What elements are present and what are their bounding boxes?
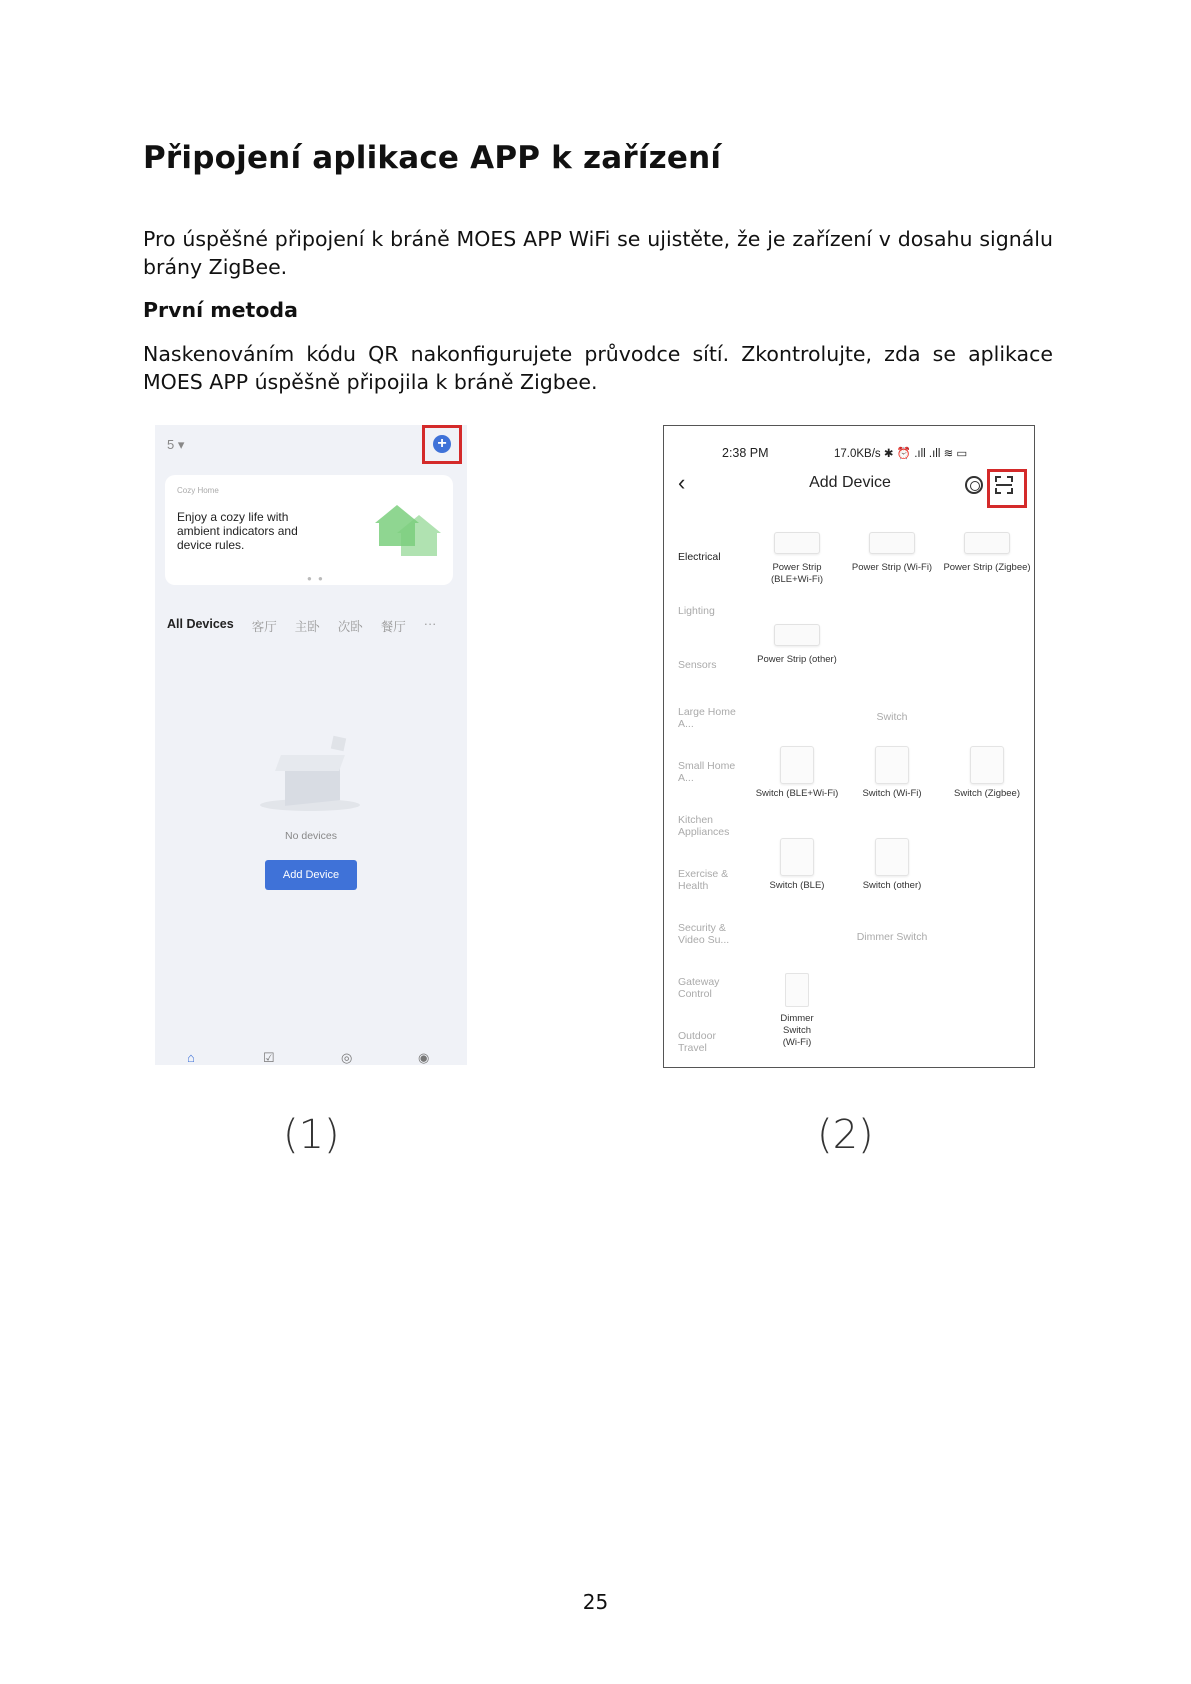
tab-all-devices[interactable]: All Devices	[167, 617, 234, 631]
device-label: Switch (other)	[862, 880, 922, 891]
category-kitchen[interactable]: Kitchen Appliances	[678, 814, 730, 838]
device-label: Power Strip (other)	[757, 654, 837, 665]
home-selector[interactable]: 5 ▾	[167, 437, 185, 452]
card-label: Cozy Home	[177, 486, 219, 495]
device-label: Switch (BLE+Wi-Fi)	[755, 788, 839, 799]
power-strip-icon	[869, 532, 915, 554]
tab-room[interactable]: 次卧	[337, 620, 363, 634]
more-tabs-icon[interactable]: ···	[423, 617, 437, 631]
profile-icon[interactable]: ◉	[418, 1050, 430, 1065]
power-strip-icon	[964, 532, 1010, 554]
back-icon[interactable]: ‹	[678, 470, 686, 495]
device-tile[interactable]	[752, 973, 842, 1049]
power-strip-icon	[774, 624, 820, 646]
switch-section-heading: Switch	[876, 711, 908, 723]
highlight-box	[422, 425, 462, 464]
card-text: Enjoy a cozy life with ambient indicators and device rules.	[177, 510, 298, 552]
device-label: Power Strip (Zigbee)	[943, 562, 1031, 573]
category-sensors[interactable]: Sensors	[678, 659, 717, 671]
status-icons: 17.0KB/s ✱ ⏰ .ıll .ıll ≋ ▭	[834, 448, 968, 460]
power-strip-icon	[774, 532, 820, 554]
bottom-nav	[155, 1050, 467, 1065]
device-label: Power Strip (BLE+Wi-Fi)	[771, 562, 823, 585]
page-number: 25	[582, 1590, 609, 1614]
device-tile[interactable]	[847, 838, 937, 892]
intro-paragraph: Pro úspěšné připojení k bráně MOES APP WiFi se ujistěte, že je zařízení v dosahu signálu brány ZigBee.	[143, 227, 1053, 279]
switch-icon	[780, 838, 814, 876]
device-label: Switch (BLE)	[769, 880, 825, 891]
smart-icon[interactable]: ◎	[341, 1050, 353, 1065]
switch-icon	[875, 838, 909, 876]
caption-2: (2)	[817, 1112, 874, 1158]
category-gateway[interactable]: Gateway Control	[678, 976, 720, 1000]
device-label: Dimmer Switch (Wi-Fi)	[780, 1013, 814, 1048]
device-label: Switch (Zigbee)	[954, 788, 1020, 799]
dimmer-switch-icon	[785, 973, 809, 1007]
category-exercise[interactable]: Exercise & Health	[678, 868, 729, 892]
house-icon	[397, 515, 441, 555]
home-icon[interactable]: ⌂	[187, 1050, 195, 1065]
tab-room[interactable]: 客厅	[251, 620, 277, 634]
category-large-home[interactable]: Large Home A...	[678, 706, 736, 730]
add-device-title: Add Device	[809, 474, 891, 491]
device-tile[interactable]	[847, 532, 937, 574]
category-small-home[interactable]: Small Home A...	[678, 760, 736, 784]
method-heading: První metoda	[143, 298, 298, 322]
status-time: 2:38 PM	[722, 446, 769, 460]
add-device-button[interactable]: Add Device	[265, 860, 357, 890]
category-security[interactable]: Security & Video Su...	[678, 922, 730, 946]
device-label: Power Strip (Wi-Fi)	[851, 562, 933, 573]
device-tile[interactable]	[752, 624, 842, 666]
page-title: Připojení aplikace APP k zařízení	[143, 140, 722, 176]
screenshot-home	[155, 425, 467, 1065]
device-tile[interactable]	[942, 532, 1032, 574]
plus-circle-icon[interactable]: +	[433, 435, 451, 453]
dimmer-section-heading: Dimmer Switch	[856, 931, 928, 943]
switch-icon	[780, 746, 814, 784]
device-tile[interactable]	[942, 746, 1032, 800]
tab-room[interactable]: 主卧	[294, 620, 320, 634]
screenshot-add-device	[663, 425, 1035, 1068]
category-outdoor[interactable]: Outdoor Travel	[678, 1030, 716, 1054]
switch-icon	[875, 746, 909, 784]
empty-box-icon	[260, 737, 360, 817]
room-tabs	[167, 617, 457, 635]
scene-icon[interactable]: ☑	[263, 1050, 275, 1065]
highlight-box	[987, 469, 1027, 508]
device-tile[interactable]	[752, 532, 842, 586]
switch-icon	[970, 746, 1004, 784]
promo-card[interactable]	[165, 475, 453, 585]
instructions-paragraph: Naskenováním kódu QR nakonfigurujete průvodce sítí. Zkontrolujte, zda se aplikace MOES APP úspěšně připojila k bráně Zigbee.	[143, 342, 1053, 394]
empty-state-text: No devices	[285, 830, 337, 842]
device-tile[interactable]	[752, 838, 842, 892]
tab-room[interactable]: 餐厅	[380, 620, 406, 634]
device-tile[interactable]	[847, 746, 937, 800]
category-electrical[interactable]: Electrical	[678, 551, 721, 563]
auto-scan-icon[interactable]	[965, 476, 983, 494]
device-label: Switch (Wi-Fi)	[862, 788, 922, 799]
device-tile[interactable]	[752, 746, 842, 800]
carousel-dots: ● ●	[307, 574, 325, 583]
caption-1: (1)	[283, 1112, 340, 1158]
category-lighting[interactable]: Lighting	[678, 605, 715, 617]
